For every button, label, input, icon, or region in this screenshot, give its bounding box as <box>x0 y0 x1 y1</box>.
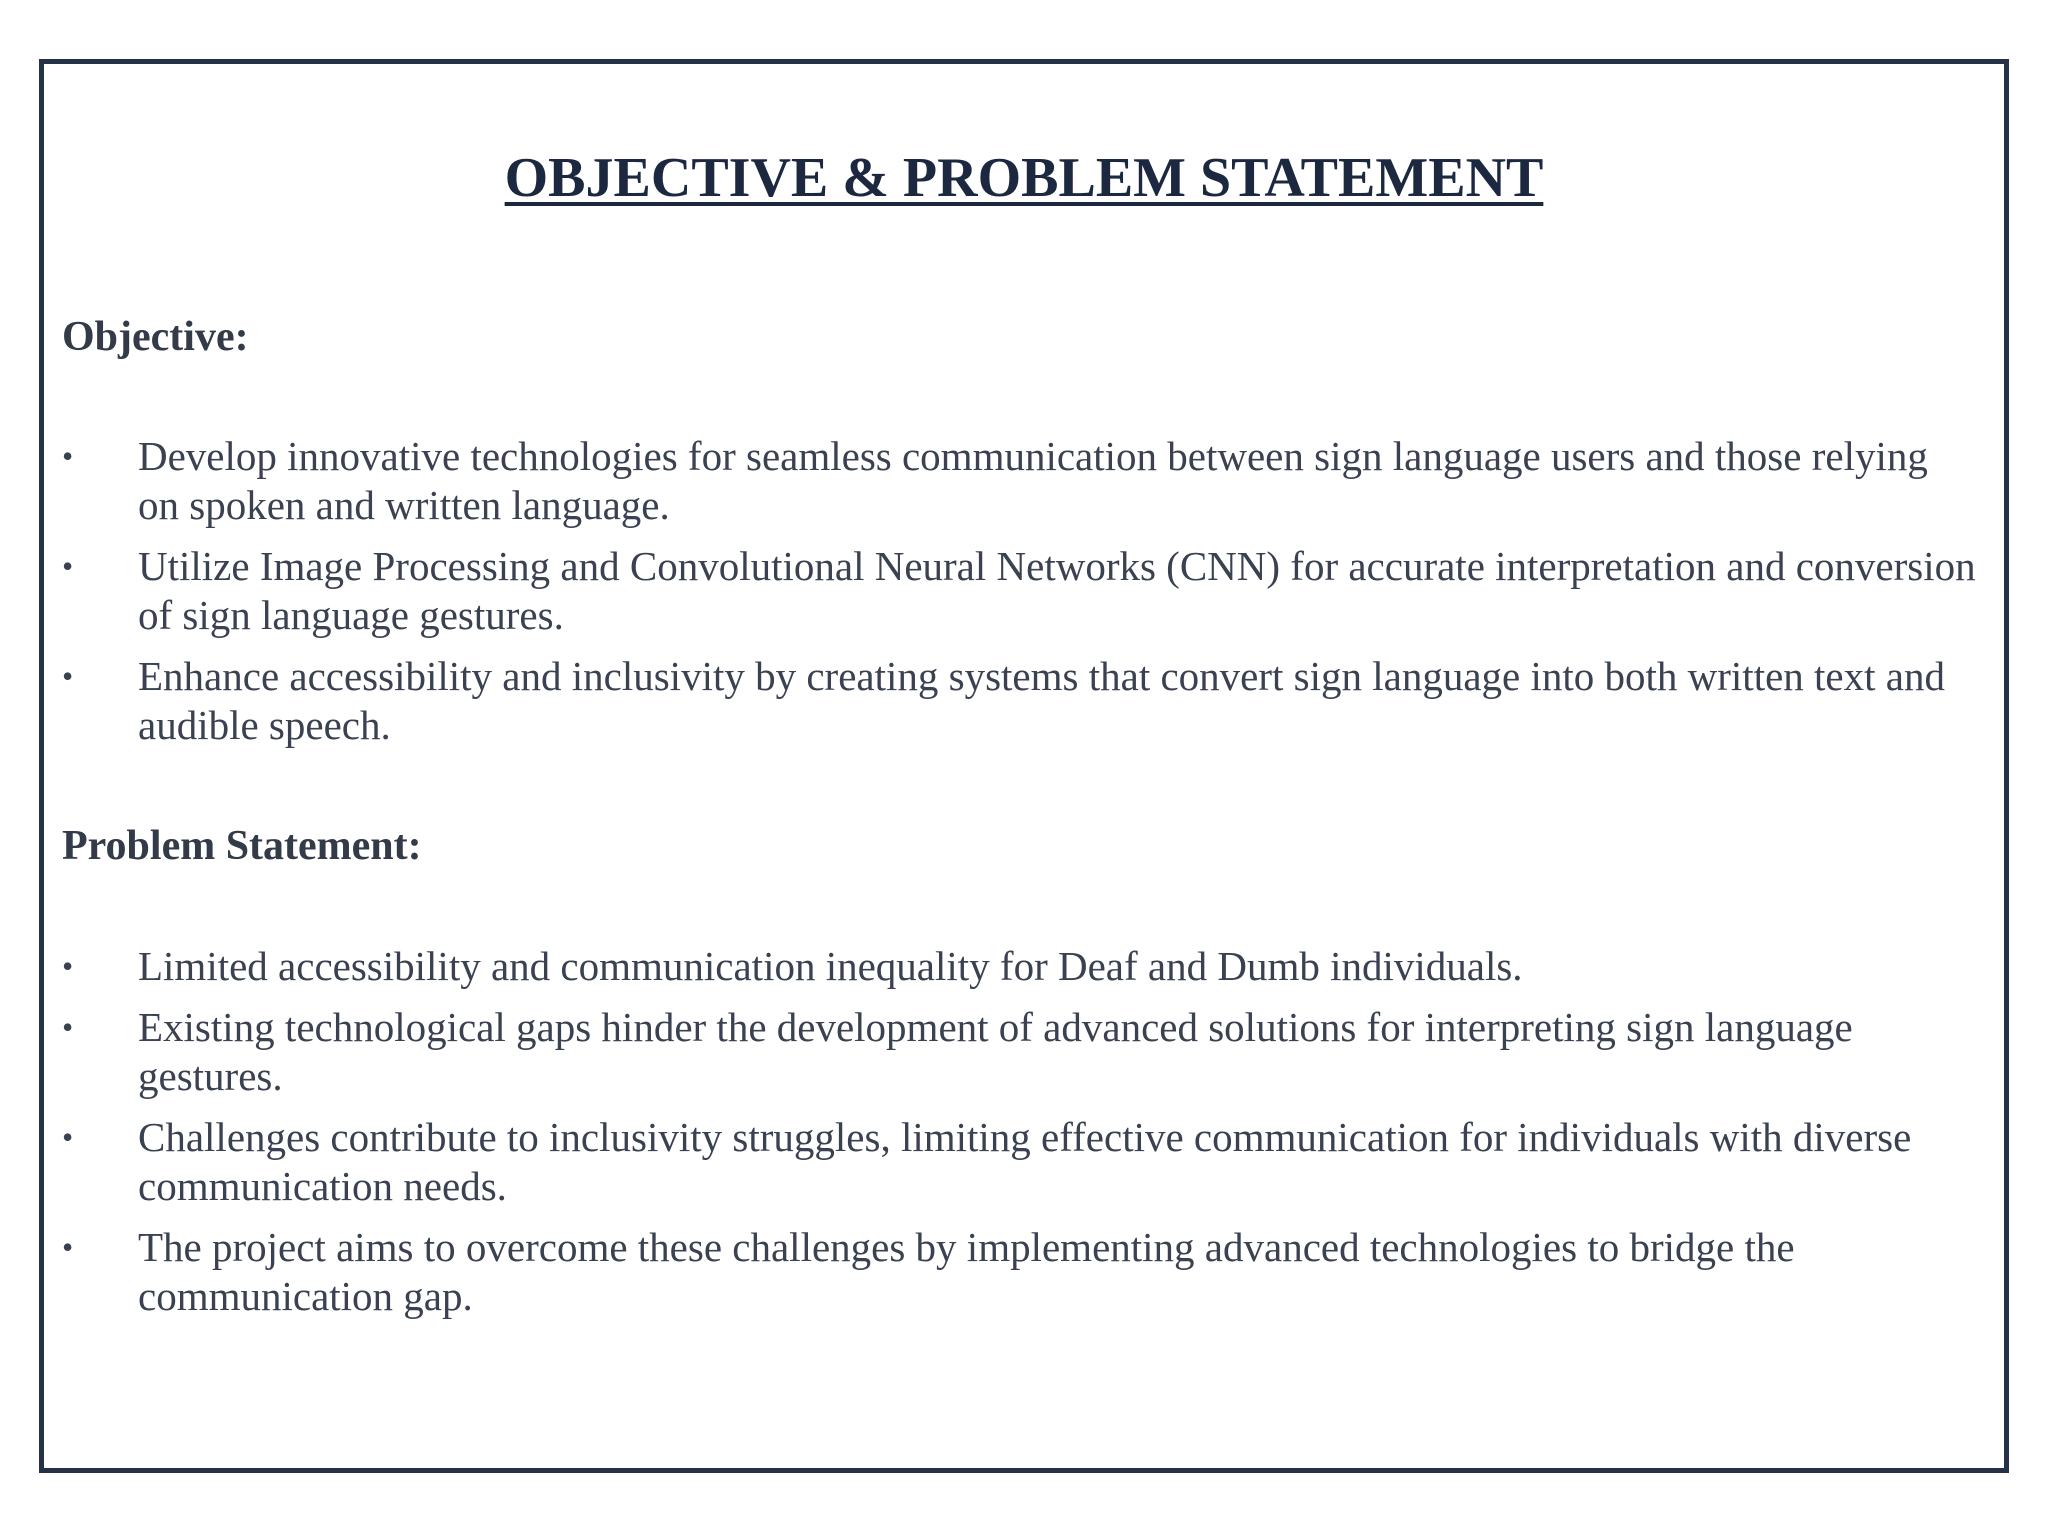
problem-item <box>0 1003 2048 1101</box>
bullet-icon: • <box>62 548 74 584</box>
objective-list <box>0 432 2048 762</box>
objective-item-text: Develop innovative technologies for seamless communication between sign language users and those relying on spoken and written language. <box>138 433 1928 528</box>
slide-title <box>0 147 2048 209</box>
objective-item <box>0 652 2048 750</box>
objective-item-text: Enhance accessibility and inclusivity by creating systems that convert sign language into both written text and audible speech. <box>138 653 1945 748</box>
problem-item <box>0 942 2048 991</box>
problem-item <box>0 1223 2048 1321</box>
bullet-icon: • <box>62 1009 74 1045</box>
bullet-icon: • <box>62 1229 74 1265</box>
objective-item-text: Utilize Image Processing and Convolutional Neural Networks (CNN) for accurate interpretation and conversion of sign language gestures. <box>138 543 1976 638</box>
problem-item-text: The project aims to overcome these challenges by implementing advanced technologies to bridge the communication gap. <box>138 1224 1795 1319</box>
slide-title-text: OBJECTIVE & PROBLEM STATEMENT <box>504 147 1544 209</box>
bullet-icon: • <box>62 438 74 474</box>
problem-item-text: Challenges contribute to inclusivity struggles, limiting effective communication for individuals with diverse communication needs. <box>138 1114 1912 1209</box>
bullet-icon: • <box>62 658 74 694</box>
objective-item <box>0 432 2048 530</box>
problem-item-text: Existing technological gaps hinder the development of advanced solutions for interpreting sign language gestures. <box>138 1004 1853 1099</box>
bullet-icon: • <box>62 1119 74 1155</box>
bullet-icon: • <box>62 948 74 984</box>
problem-item-text: Limited accessibility and communication inequality for Deaf and Dumb individuals. <box>138 943 1523 989</box>
objective-item <box>0 542 2048 640</box>
problem-statement-list <box>0 942 2048 1333</box>
objective-heading: Objective: <box>62 314 249 360</box>
problem-statement-heading: Problem Statement: <box>62 823 422 869</box>
problem-item <box>0 1113 2048 1211</box>
